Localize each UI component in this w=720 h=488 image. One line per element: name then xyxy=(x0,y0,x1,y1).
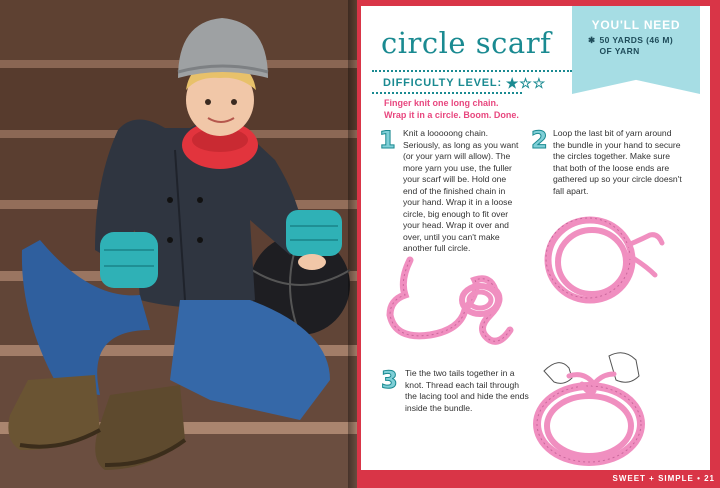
youll-need-item xyxy=(588,35,694,57)
yarn-chain-wrapping-illustration xyxy=(380,255,530,355)
tagline-line-1: Finger knit one long chain. xyxy=(384,98,499,108)
bullet-icon: ✱ xyxy=(588,35,596,45)
step-1-number: 1 xyxy=(379,126,396,154)
tagline xyxy=(384,97,584,121)
star-empty-icon: ☆ xyxy=(532,74,546,91)
youll-need-heading: YOU'LL NEED xyxy=(591,18,681,32)
youll-need-item-line-2: OF YARN xyxy=(599,46,640,56)
difficulty-level xyxy=(383,75,546,91)
youll-need-item-line-1: 50 YARDS (46 M) xyxy=(599,35,674,45)
page-title: circle scarf xyxy=(381,26,552,60)
difficulty-divider xyxy=(372,92,522,94)
page-footer: SWEET + SIMPLE • 21 xyxy=(612,474,715,483)
difficulty-stars xyxy=(506,76,546,91)
star-filled-icon: ★ xyxy=(505,74,520,91)
yarn-bundle-loop-illustration xyxy=(540,205,670,320)
step-3-number: 3 xyxy=(381,366,398,394)
tie-knot-hands-illustration xyxy=(524,346,654,468)
difficulty-label: DIFFICULTY LEVEL: xyxy=(383,77,502,89)
title-divider xyxy=(372,70,572,72)
step-2-text: Loop the last bit of yarn around the bundle in your hand to secure the circles together. Make sure that both of the loose ends are gathered up so your circle doesn't fall apart. xyxy=(553,128,682,196)
tagline-line-2: Wrap it in a circle. Boom. Done. xyxy=(384,110,519,120)
step-3-text: Tie the two tails together in a knot. Thread each tail through the lacing tool and hide the ends inside the bundle. xyxy=(405,368,529,413)
photo-illustration xyxy=(0,0,357,488)
star-empty-icon: ☆ xyxy=(519,74,533,91)
step-1-text: Knit a looooong chain. Seriously, as long as you want (or your yarn will allow). The more yarn you use, the fuller your scarf will be. Hold one end of the finished chain in your hand. Wrap it in a loose circle, big enough to fit over your head. Wrap it over and over, until you can't make another full circle. xyxy=(403,128,519,253)
step-2-number: 2 xyxy=(531,126,548,154)
photo-child-with-scarf xyxy=(0,0,357,488)
